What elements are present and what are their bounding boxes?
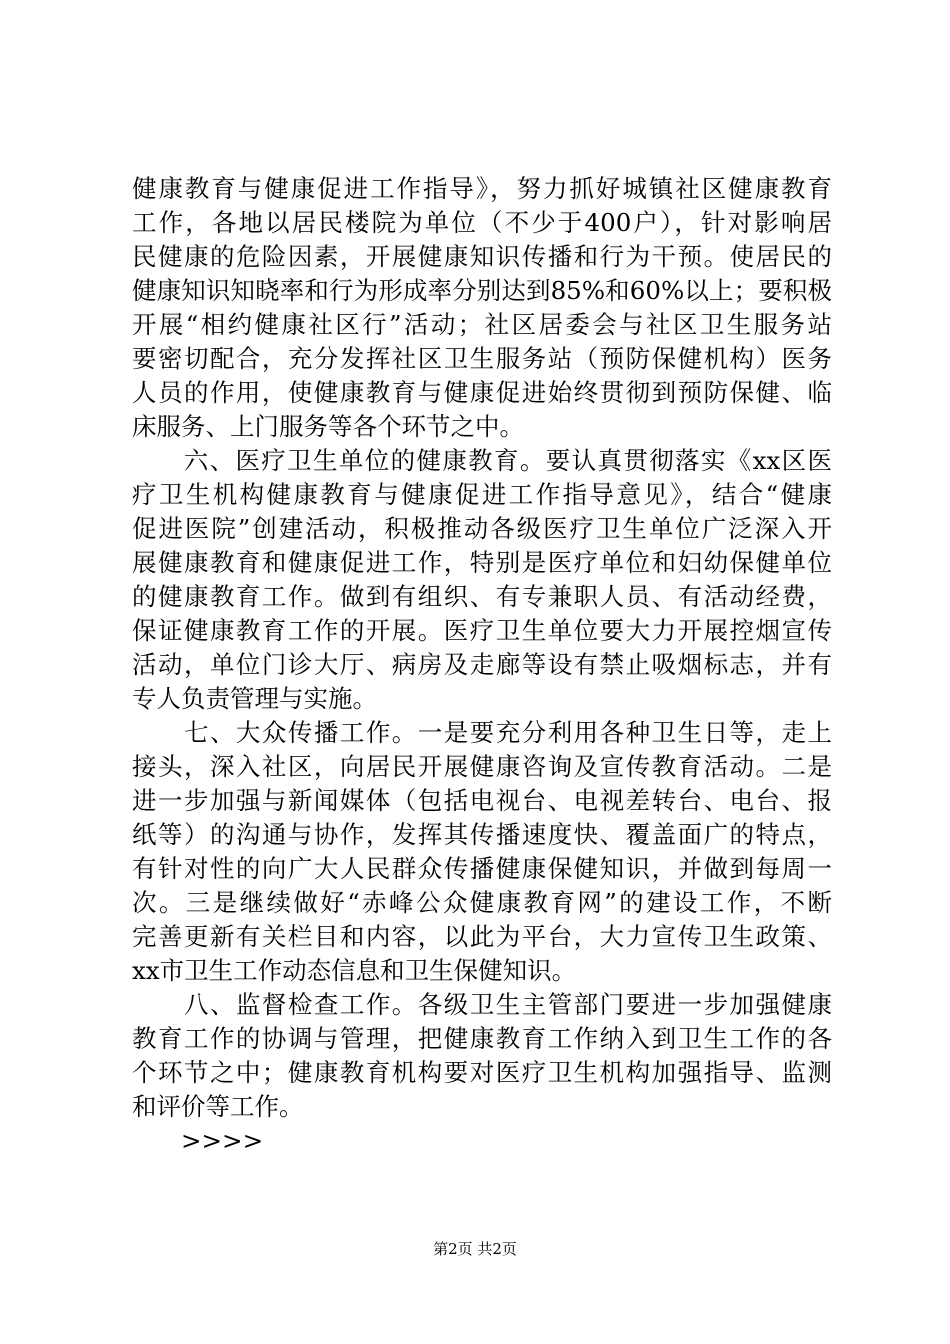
text-line: 接头，深入社区，向居民开展健康咨询及宣传教育活动。二是 [132,752,832,781]
text-line: 八、监督检查工作。各级卫生主管部门要进一步加强健康 [132,990,832,1019]
text-line: 专人负责管理与实施。 [132,684,377,713]
text-line: 七、大众传播工作。一是要充分利用各种卫生日等，走上 [132,718,832,747]
text-line: 人员的作用，使健康教育与健康促进始终贯彻到预防保健、临 [132,378,832,407]
text-line: 展健康教育和健康促进工作，特别是医疗单位和妇幼保健单位 [132,548,832,577]
text-line: 开展“相约健康社区行”活动；社区居委会与社区卫生服务站 [132,310,832,339]
text-line: 工作，各地以居民楼院为单位（不少于400户），针对影响居 [132,208,832,237]
document-body [132,172,832,1158]
text-line: 个环节之中；健康教育机构要对医疗卫生机构加强指导、监测 [132,1058,832,1087]
text-line: 教育工作的协调与管理，把健康教育工作纳入到卫生工作的各 [132,1024,832,1053]
text-line: 和评价等工作。 [132,1092,304,1121]
text-line: 次。三是继续做好“赤峰公众健康教育网”的建设工作，不断 [132,888,832,917]
text-line: 健康教育与健康促进工作指导》，努力抓好城镇社区健康教育 [132,174,832,203]
text-line: 疗卫生机构健康教育与健康促进工作指导意见》，结合“健康 [132,480,832,509]
text-line: 保证健康教育工作的开展。医疗卫生单位要大力开展控烟宣传 [132,616,832,645]
text-line: 活动，单位门诊大厅、病房及走廊等设有禁止吸烟标志，并有 [132,650,832,679]
text-line: 床服务、上门服务等各个环节之中。 [132,412,524,441]
text-line: xx市卫生工作动态信息和卫生保健知识。 [132,956,577,985]
text-line: 要密切配合，充分发挥社区卫生服务站（预防保健机构）医务 [132,344,832,373]
text-line: 六、医疗卫生单位的健康教育。要认真贯彻落实《xx区医 [132,446,832,475]
continuation-marker: >>>> [132,1126,264,1155]
text-line: 进一步加强与新闻媒体（包括电视台、电视差转台、电台、报 [132,786,832,815]
text-line: 促进医院”创建活动，积极推动各级医疗卫生单位广泛深入开 [132,514,832,543]
text-line: 的健康教育工作。做到有组织、有专兼职人员、有活动经费， [132,582,832,611]
text-line: 健康知识知晓率和行为形成率分别达到85%和60%以上；要积极 [132,276,832,305]
text-line: 民健康的危险因素，开展健康知识传播和行为干预。使居民的 [132,242,832,271]
text-line: 有针对性的向广大人民群众传播健康保健知识，并做到每周一 [132,854,832,883]
text-line: 纸等）的沟通与协作，发挥其传播速度快、覆盖面广的特点， [132,820,832,849]
page-footer: 第2页 共2页 [433,1240,517,1258]
text-line: 完善更新有关栏目和内容，以此为平台，大力宣传卫生政策、 [132,922,832,951]
